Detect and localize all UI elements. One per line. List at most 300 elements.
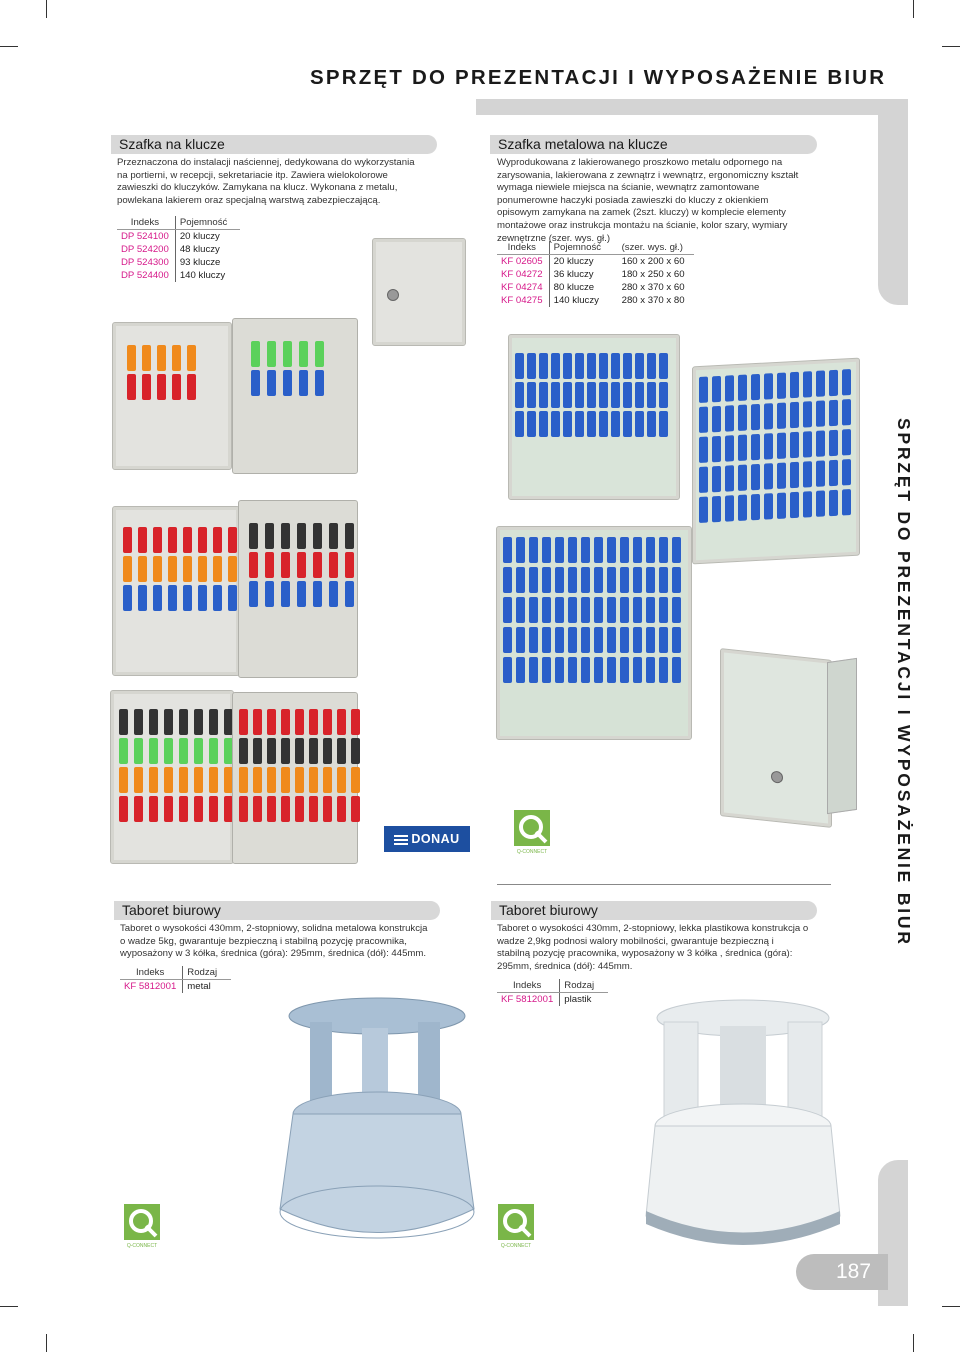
key-tag xyxy=(829,370,838,396)
key-tag xyxy=(345,552,354,578)
key-tags xyxy=(127,345,199,400)
key-tag xyxy=(337,767,346,793)
key-tag xyxy=(542,597,551,623)
cabinet-93-image xyxy=(110,690,234,864)
key-tag xyxy=(179,796,188,822)
dimensions-cell: 280 x 370 x 60 xyxy=(621,282,685,293)
key-tag xyxy=(516,537,525,563)
key-tag xyxy=(672,567,681,593)
key-tag xyxy=(563,353,572,379)
key-tag xyxy=(581,567,590,593)
key-tag xyxy=(672,597,681,623)
key-tag xyxy=(281,767,290,793)
index-cell: KF 04274 xyxy=(497,281,549,294)
key-tag xyxy=(611,353,620,379)
key-tag xyxy=(551,382,560,408)
key-tag xyxy=(633,567,642,593)
key-tag xyxy=(529,657,538,683)
key-tag xyxy=(764,463,773,489)
qconnect-logo-text: Q-CONNECT xyxy=(500,1243,532,1248)
side-tab-top xyxy=(878,99,908,305)
key-tag xyxy=(228,527,237,553)
key-tag xyxy=(712,406,721,432)
index-cell: DP 524400 xyxy=(117,269,175,282)
key-tag xyxy=(213,585,222,611)
key-tag xyxy=(647,411,656,437)
key-tag xyxy=(659,627,668,653)
key-tag xyxy=(337,796,346,822)
key-tag xyxy=(551,411,560,437)
key-tag xyxy=(351,796,360,822)
key-tag xyxy=(620,597,629,623)
table-row xyxy=(497,281,694,294)
key-tag xyxy=(164,709,173,735)
key-tag xyxy=(198,556,207,582)
key-tag xyxy=(623,382,632,408)
key-tag xyxy=(299,341,308,367)
key-tag xyxy=(620,537,629,563)
key-tag xyxy=(620,657,629,683)
key-tag xyxy=(539,411,548,437)
key-tag xyxy=(209,709,218,735)
key-tag xyxy=(138,527,147,553)
table-row xyxy=(497,993,608,1007)
key-tag xyxy=(842,429,851,455)
key-tag xyxy=(213,556,222,582)
key-tag xyxy=(568,627,577,653)
key-tag xyxy=(555,597,564,623)
key-tag xyxy=(313,581,322,607)
type-cell: metal xyxy=(187,981,211,992)
table-row xyxy=(497,255,694,269)
key-tag xyxy=(635,411,644,437)
key-tag xyxy=(194,709,203,735)
crop-mark xyxy=(0,46,18,47)
key-tag xyxy=(309,709,318,735)
key-tag xyxy=(329,523,338,549)
key-tag xyxy=(123,527,132,553)
key-tag xyxy=(816,490,825,516)
donau-logo-text: DONAU xyxy=(411,832,460,846)
qconnect-logo xyxy=(124,1204,160,1248)
key-tag xyxy=(283,341,292,367)
key-tag xyxy=(633,597,642,623)
index-cell: KF 04275 xyxy=(497,294,549,307)
capacity-cell: 20 kluczy xyxy=(179,231,220,242)
key-tag xyxy=(777,462,786,488)
key-tag xyxy=(228,585,237,611)
key-tags xyxy=(123,527,240,611)
metal-key-cabinet-description: Wyprodukowana z lakierowanego proszkowo metalu odpornego na zarysowania, lakierowana z zewnątrz i wewnątrz, ergonomiczny kształt wymaga niewiele miejsca na ścianie, wewnątrz zamontowane ponumerowne haczyki posiada zawieszki do kluczy z okienkiem opisowym zamykana na zamek (2szt. kluczy) w komplecie elementy montażowe oraz instrukcja montażu na ścianie, kolor szary, wymiary zewnętrzne (szer. wys. gł.) xyxy=(497,157,799,244)
key-tag xyxy=(635,382,644,408)
key-tag xyxy=(153,556,162,582)
key-tag xyxy=(611,382,620,408)
key-cabinet-table xyxy=(117,216,240,282)
key-tag xyxy=(725,435,734,461)
key-tag xyxy=(842,369,851,395)
key-tag xyxy=(515,353,524,379)
key-tag xyxy=(119,796,128,822)
key-tag xyxy=(309,738,318,764)
key-tag xyxy=(149,767,158,793)
key-tag xyxy=(587,382,596,408)
key-tag xyxy=(529,537,538,563)
key-tag xyxy=(751,434,760,460)
key-tag xyxy=(568,657,577,683)
key-tag xyxy=(267,341,276,367)
key-tag xyxy=(699,497,708,523)
key-tag xyxy=(516,597,525,623)
key-tag xyxy=(699,467,708,493)
cabinet-20-image xyxy=(112,322,232,470)
key-tag xyxy=(646,657,655,683)
qconnect-logo xyxy=(514,810,550,854)
key-tags xyxy=(503,537,681,683)
key-tag xyxy=(568,567,577,593)
key-tag xyxy=(187,345,196,371)
key-tag xyxy=(164,767,173,793)
key-tag xyxy=(251,341,260,367)
key-tag xyxy=(803,401,812,427)
qconnect-logo xyxy=(498,1204,534,1248)
type-cell: plastik xyxy=(564,994,592,1005)
key-tag xyxy=(623,411,632,437)
key-tag xyxy=(249,523,258,549)
table-row xyxy=(120,980,231,994)
key-tag xyxy=(313,552,322,578)
key-tag xyxy=(594,627,603,653)
key-tag xyxy=(213,527,222,553)
stool-plastic-description: Taboret o wysokości 430mm, 2-stopniowy, lekka plastikowa konstrukcja o wadze 2,9kg podnosi walory mobilności, gwarantuje bezpieczną i stabilną pozycję pracownika, wyposażony w 3 kółka , średnica (góra): 295mm, średnica (dół): 445mm. xyxy=(497,923,809,972)
key-tag xyxy=(659,537,668,563)
key-tag xyxy=(599,411,608,437)
key-tag xyxy=(503,627,512,653)
key-tag xyxy=(265,523,274,549)
key-tags xyxy=(515,353,668,437)
key-tag xyxy=(351,767,360,793)
key-tag xyxy=(249,552,258,578)
key-tag xyxy=(712,496,721,522)
table-row xyxy=(497,268,694,281)
key-tag xyxy=(620,567,629,593)
key-tag xyxy=(239,767,248,793)
key-tag xyxy=(134,767,143,793)
donau-logo xyxy=(384,826,470,852)
key-tag xyxy=(738,375,747,401)
key-tag xyxy=(168,585,177,611)
section-title-stool-metal: Taboret biurowy xyxy=(114,901,440,920)
key-tag xyxy=(503,567,512,593)
key-tag xyxy=(267,767,276,793)
key-tag xyxy=(672,627,681,653)
key-tag xyxy=(646,627,655,653)
key-tag xyxy=(179,767,188,793)
dimensions-cell: 160 x 200 x 60 xyxy=(621,256,685,267)
key-tag xyxy=(542,657,551,683)
key-tag xyxy=(337,709,346,735)
key-tag xyxy=(607,537,616,563)
section-title-metal-key-cabinet: Szafka metalowa na klucze xyxy=(490,135,817,154)
key-tag xyxy=(738,465,747,491)
key-tag xyxy=(712,376,721,402)
key-tag xyxy=(568,537,577,563)
key-tag xyxy=(527,353,536,379)
key-tag xyxy=(751,374,760,400)
key-tag xyxy=(751,404,760,430)
key-cabinet-description: Przeznaczona do instalacji naściennej, dedykowana do wykorzystania na portierni, w recepcji, sekretariacie itp. Zawiera wielokolorowe zawieszki do kluczyków. Zamykana na klucz. Wykonana z metalu, powlekana lakierem oraz specjalną warstwą zabezpieczającą. xyxy=(117,157,415,206)
key-tag xyxy=(345,581,354,607)
key-tag xyxy=(659,597,668,623)
crop-mark xyxy=(46,0,47,18)
key-tag xyxy=(253,796,262,822)
cabinet-door-image xyxy=(238,500,358,678)
key-tag xyxy=(842,489,851,515)
key-tag xyxy=(337,738,346,764)
table-row xyxy=(497,294,694,307)
key-tag xyxy=(283,370,292,396)
key-tag xyxy=(345,523,354,549)
key-tag xyxy=(209,767,218,793)
key-tag xyxy=(527,411,536,437)
key-tag xyxy=(575,353,584,379)
key-tag xyxy=(329,552,338,578)
key-tag xyxy=(607,627,616,653)
key-tag xyxy=(351,709,360,735)
lock-icon xyxy=(387,289,399,301)
key-tag xyxy=(527,382,536,408)
key-tag xyxy=(607,657,616,683)
capacity-cell: 36 kluczy xyxy=(553,269,594,280)
key-tag xyxy=(738,405,747,431)
key-tag xyxy=(816,430,825,456)
key-tag xyxy=(646,537,655,563)
stool-plastic-image xyxy=(640,996,846,1256)
key-tag xyxy=(803,371,812,397)
crop-mark xyxy=(942,46,960,47)
index-cell: KF 5812001 xyxy=(497,993,560,1007)
key-tag xyxy=(194,767,203,793)
key-tag xyxy=(267,796,276,822)
key-tag xyxy=(842,399,851,425)
key-tag xyxy=(138,556,147,582)
key-tag xyxy=(803,491,812,517)
key-tag xyxy=(581,597,590,623)
key-tag xyxy=(647,353,656,379)
key-tag xyxy=(153,585,162,611)
key-tags xyxy=(239,709,362,822)
key-tag xyxy=(168,527,177,553)
page-header-title: SPRZĘT DO PREZENTACJI I WYPOSAŻENIE BIUR xyxy=(310,66,887,89)
key-tag xyxy=(777,372,786,398)
key-tag xyxy=(599,382,608,408)
qconnect-logo-text: Q-CONNECT xyxy=(126,1243,158,1248)
key-tag xyxy=(134,738,143,764)
key-tag xyxy=(249,581,258,607)
key-tag xyxy=(239,709,248,735)
key-tag xyxy=(555,657,564,683)
key-tag xyxy=(581,657,590,683)
key-tag xyxy=(725,495,734,521)
key-tag xyxy=(816,460,825,486)
key-tag xyxy=(134,796,143,822)
key-tag xyxy=(539,353,548,379)
key-tag xyxy=(309,796,318,822)
column-header: Rodzaj xyxy=(560,979,609,993)
key-tag xyxy=(138,585,147,611)
dimensions-cell: 180 x 250 x 60 xyxy=(621,269,685,280)
key-tag xyxy=(575,411,584,437)
crop-mark xyxy=(942,1306,960,1307)
key-tag xyxy=(568,597,577,623)
key-tag xyxy=(253,738,262,764)
page-number: 187 xyxy=(836,1260,872,1283)
key-tag xyxy=(515,382,524,408)
key-tag xyxy=(659,353,668,379)
key-tag xyxy=(503,657,512,683)
key-tag xyxy=(309,767,318,793)
key-tag xyxy=(575,382,584,408)
key-tag xyxy=(194,796,203,822)
stool-plastic-table xyxy=(497,979,608,1006)
key-tag xyxy=(172,345,181,371)
key-tag xyxy=(623,353,632,379)
key-tag xyxy=(829,400,838,426)
capacity-cell: 48 kluczy xyxy=(179,244,220,255)
stool-metal-description: Taboret o wysokości 430mm, 2-stopniowy, solidna metalowa konstrukcja o wadze 5kg, gwarantuje bezpieczną i stabilną pozycję pracownika, wyposażony w 3 kółka, średnica (góra): 295mm, średnica (dół): 445mm. xyxy=(120,923,428,960)
key-tag xyxy=(646,597,655,623)
key-tag xyxy=(542,627,551,653)
crop-mark xyxy=(0,1306,18,1307)
key-tag xyxy=(790,462,799,488)
capacity-cell: 93 klucze xyxy=(179,257,221,268)
key-tag xyxy=(323,709,332,735)
key-tag xyxy=(172,374,181,400)
key-tag xyxy=(142,345,151,371)
key-tag xyxy=(516,567,525,593)
key-tag xyxy=(253,767,262,793)
key-tag xyxy=(183,556,192,582)
key-tag xyxy=(712,436,721,462)
key-tag xyxy=(515,411,524,437)
key-tag xyxy=(529,627,538,653)
key-tag xyxy=(672,657,681,683)
side-vertical-title: SPRZĘT DO PREZENTACJI I WYPOSAŻENIE BIUR xyxy=(894,418,914,947)
key-tag xyxy=(323,767,332,793)
closed-metal-cabinet-image xyxy=(720,648,832,828)
key-tag xyxy=(281,738,290,764)
key-tag xyxy=(542,537,551,563)
key-tag xyxy=(295,767,304,793)
key-tag xyxy=(516,627,525,653)
key-tag xyxy=(699,437,708,463)
key-tag xyxy=(842,459,851,485)
index-cell: KF 02605 xyxy=(497,255,549,269)
key-tag xyxy=(267,709,276,735)
key-tag xyxy=(183,585,192,611)
key-tag xyxy=(555,567,564,593)
key-tag xyxy=(725,405,734,431)
key-tag xyxy=(228,556,237,582)
capacity-cell: 80 klucze xyxy=(553,282,595,293)
capacity-cell: 140 kluczy xyxy=(179,270,226,281)
index-cell: KF 04272 xyxy=(497,268,549,281)
key-tag xyxy=(633,537,642,563)
closed-cabinet-image xyxy=(372,238,466,346)
section-title-stool-plastic: Taboret biurowy xyxy=(491,901,817,920)
crop-mark xyxy=(913,1334,914,1352)
key-tags xyxy=(699,369,851,523)
donau-waves-icon xyxy=(394,835,408,845)
key-tag xyxy=(594,657,603,683)
key-tag xyxy=(607,597,616,623)
key-tag xyxy=(764,373,773,399)
key-tag xyxy=(659,382,668,408)
column-header: Indeks xyxy=(497,241,549,255)
key-tag xyxy=(646,567,655,593)
key-tag xyxy=(281,552,290,578)
table-row xyxy=(117,256,240,269)
key-tag xyxy=(594,567,603,593)
key-tag xyxy=(551,353,560,379)
key-tag xyxy=(315,341,324,367)
key-tag xyxy=(315,370,324,396)
key-tag xyxy=(323,796,332,822)
key-tag xyxy=(323,738,332,764)
key-tag xyxy=(239,738,248,764)
metal-key-cabinet-table xyxy=(497,241,694,307)
key-tag xyxy=(209,796,218,822)
key-tag xyxy=(607,567,616,593)
cabinet-48-image xyxy=(112,506,240,676)
stool-metal-table xyxy=(120,966,231,993)
key-tag xyxy=(725,375,734,401)
key-tag xyxy=(179,738,188,764)
index-cell: KF 5812001 xyxy=(120,980,183,994)
key-tag xyxy=(699,377,708,403)
key-tag xyxy=(281,523,290,549)
column-header: Indeks xyxy=(497,979,560,993)
key-tag xyxy=(699,407,708,433)
column-header: Indeks xyxy=(120,966,183,980)
metal-cabinet-image xyxy=(508,334,680,500)
table-row xyxy=(117,269,240,282)
cabinet-door-image xyxy=(232,318,358,474)
key-tag xyxy=(594,597,603,623)
column-header: Indeks xyxy=(117,216,175,230)
key-tag xyxy=(351,738,360,764)
crop-mark xyxy=(913,0,914,18)
key-tag xyxy=(149,709,158,735)
key-tag xyxy=(239,796,248,822)
metal-cabinet-image xyxy=(496,526,692,740)
key-tag xyxy=(194,738,203,764)
dimensions-cell: 280 x 370 x 80 xyxy=(621,295,685,306)
key-tag xyxy=(149,738,158,764)
key-tag xyxy=(123,585,132,611)
key-tag xyxy=(164,796,173,822)
key-tag xyxy=(751,494,760,520)
key-tag xyxy=(594,537,603,563)
key-tag xyxy=(790,432,799,458)
key-tag xyxy=(620,627,629,653)
key-tag xyxy=(149,796,158,822)
index-cell: DP 524200 xyxy=(117,243,175,256)
key-tag xyxy=(281,581,290,607)
table-row xyxy=(117,230,240,244)
key-tag xyxy=(503,597,512,623)
key-tag xyxy=(777,402,786,428)
key-tag xyxy=(829,430,838,456)
